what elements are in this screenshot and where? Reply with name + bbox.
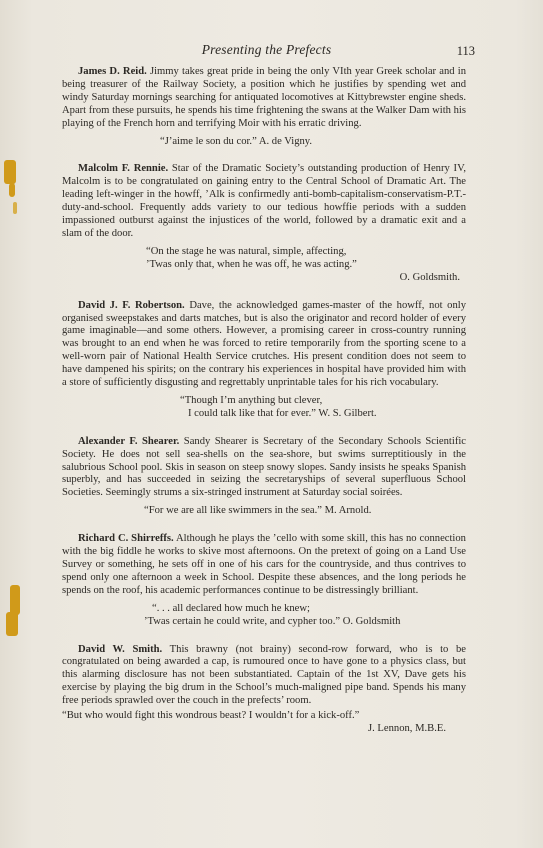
quote-line: ’Twas only that, when he was off, he was acting.” bbox=[146, 258, 357, 270]
entry-quote bbox=[62, 603, 466, 629]
entry-paragraph bbox=[62, 533, 466, 598]
entry-quote bbox=[62, 136, 466, 149]
binding-mark bbox=[10, 585, 20, 615]
quote-line: “For we are all like swimmers in the sea.” M. Arnold. bbox=[144, 505, 372, 517]
entry-paragraph bbox=[62, 66, 466, 131]
page-header bbox=[60, 40, 473, 60]
quote-line: “J’aime le son du cor.” A. de Vigny. bbox=[160, 135, 313, 147]
entry-name: David W. Smith. bbox=[78, 643, 163, 655]
entry-text: Star of the Dramatic Society’s outstanding production of Henry IV, Malcolm is to be congratulated on gaining entry to the Central School of Dramatic Art. The leading left-winger in the howff, ’Alk is confirmedly anti-bomb-capitalism-conservatism-P.T.-duty-and-school. Frequently adds variety to our tedious howffie periods with a sudden impassioned outburst against the injustices of the world, followed by a dramatic exit and a slam of the door. bbox=[62, 163, 466, 239]
running-title: Presenting the Prefects bbox=[201, 42, 332, 57]
entry-text: Jimmy takes great pride in being the only VIth year Greek scholar and in being treasurer of the Railway Society, a position which he justifies by spending wet and windy Saturday mornings searching for antiquated locomotives at Kittybrewster engine sheds. Apart from these pursuits, he spends his time frightening the swans at the Walker Dam with his playing of the French horn and terrifying Moir with his erratic driving. bbox=[62, 66, 466, 129]
entry-quote bbox=[62, 505, 466, 518]
entry-name: Alexander F. Shearer. bbox=[78, 435, 180, 447]
entry-text: Although he plays the ’cello with some skill, this has no connection with the big fiddle he works to skive most afternoons. On the pretext of going on a Land Use Survey or something, he sets off in one of his cars for the countryside, and thus contrives to spend only one afternoon a week in School. Despite these absences, and the long periods he spends on the roof, his academic performances continue to be distressingly brilliant. bbox=[62, 533, 466, 596]
entry-text: Dave, the acknowledged games-master of the howff, not only organised sweepstakes and darts matches, but is also the originator and record holder of every game imaginable—and some others. However, a promising career in cross-country running was brought to an end when he was forced to retire temporarily from the sporting scene to a well-worn pair of National Health Service crutches. His present condition does not seem to have dampened his spirits; on the contrary his experiences in hospital have provided him with a store of sufficiently disgusting and regrettably unprintable tales for his rich vocabulary. bbox=[62, 299, 466, 389]
quote-line: “On the stage he was natural, simple, affecting, bbox=[146, 245, 347, 257]
quote-attribution: O. Goldsmith. bbox=[399, 271, 460, 283]
quote-line: “Though I’m anything but clever, bbox=[180, 394, 323, 406]
entry-quote bbox=[62, 246, 466, 272]
quote-attribution: J. Lennon, M.B.E. bbox=[368, 722, 446, 734]
entry-rennie bbox=[62, 163, 466, 284]
entry-name: James D. Reid. bbox=[78, 66, 147, 77]
entry-paragraph bbox=[62, 300, 466, 390]
entry-smith bbox=[62, 644, 466, 736]
binding-mark bbox=[6, 612, 18, 636]
entry-paragraph bbox=[62, 644, 466, 709]
page-number: 113 bbox=[456, 44, 475, 58]
entry-robertson bbox=[62, 300, 466, 421]
quote-line: ’Twas certain he could write, and cypher too.” O. Goldsmith bbox=[144, 615, 401, 627]
entry-quote bbox=[62, 395, 466, 421]
entry-reid bbox=[62, 66, 466, 148]
quote-line: “But who would fight this wondrous beast? I wouldn’t for a kick-off.” bbox=[62, 710, 360, 722]
entry-text: Sandy Shearer is Secretary of the Secondary Schools Scientific Society. He does not sell sea-shells on the sea-shore, but swims surreptitiously in the salubrious School pool. Skis in season on steep snowy slopes. Sandy insists he speaks Spanish superbly, and has succeeded in seizing the secretaryships of several superfluous School Societies. Seemingly strums a six-stringed instrument at Saturday social soirées. bbox=[62, 435, 466, 499]
entry-text: This brawny (not brainy) second-row forward, who is to be congratulated on being awarded a cap, is rumoured once to have gone to a physics class, but this alarming disclosure has not been substantiated. Captain of the 1st XV, Dave gets his exercise by playing the big drum in the School’s much-maligned pipe band. Spends his many free periods sprawled over the couch in the prefects’ room. bbox=[62, 643, 466, 707]
entry-shirreffs bbox=[62, 533, 466, 628]
entry-name: Malcolm F. Rennie. bbox=[78, 163, 169, 175]
quote-line: “. . . all declared how much he knew; bbox=[152, 602, 310, 614]
entry-name: Richard C. Shirreffs. bbox=[78, 533, 174, 545]
entry-quote bbox=[62, 710, 466, 723]
binding-edge bbox=[0, 0, 26, 848]
entry-paragraph bbox=[62, 163, 466, 240]
entry-paragraph bbox=[62, 436, 466, 501]
binding-mark bbox=[13, 202, 17, 214]
binding-mark bbox=[4, 160, 16, 184]
binding-mark bbox=[9, 183, 15, 197]
prefect-entries bbox=[62, 66, 466, 751]
quote-line: I could talk like that for ever.” W. S. Gilbert. bbox=[188, 407, 377, 419]
entry-name: David J. F. Robertson. bbox=[78, 299, 185, 311]
entry-shearer bbox=[62, 436, 466, 518]
